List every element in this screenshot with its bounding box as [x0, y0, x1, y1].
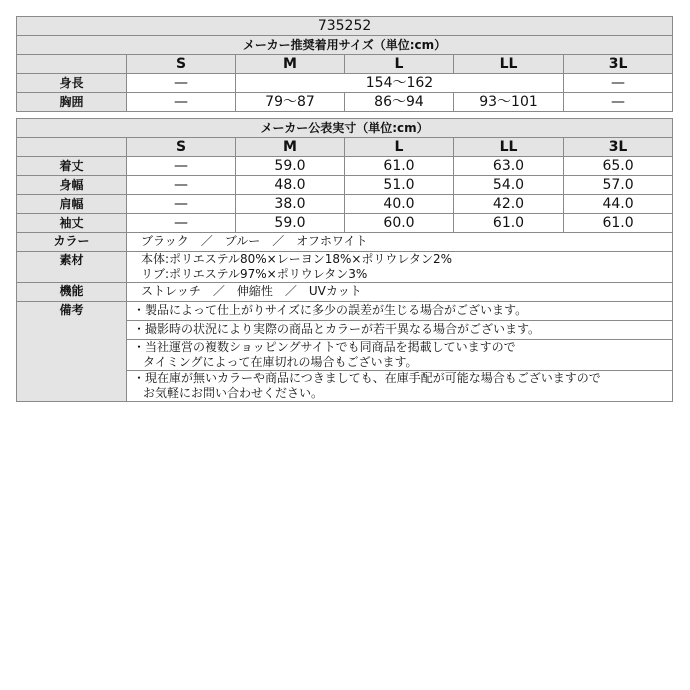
- size-header-s: S: [127, 138, 236, 157]
- row-label-sleeve-length: 袖丈: [17, 214, 127, 233]
- height-range: 154～162: [236, 74, 564, 93]
- table-cell: 65.0: [564, 157, 673, 176]
- height-3l: —: [564, 74, 673, 93]
- actual-size-table: [16, 118, 673, 233]
- size-header-ll: LL: [454, 138, 564, 157]
- size-header-l: L: [345, 138, 454, 157]
- table-row: [17, 233, 673, 252]
- table-cell: 57.0: [564, 176, 673, 195]
- material-value: [127, 252, 673, 283]
- size-header-m: M: [236, 55, 345, 74]
- note-3-line-2: タイミングによって在庫切れの場合もございます。: [143, 355, 418, 369]
- row-label-shoulder-width: 肩幅: [17, 195, 127, 214]
- material-body: 本体:ポリエステル80%×レーヨン18%×ポリウレタン2%: [141, 252, 452, 266]
- table-cell: 61.0: [454, 214, 564, 233]
- size-header-3l: 3L: [564, 138, 673, 157]
- table-cell: 42.0: [454, 195, 564, 214]
- size-header-3l: 3L: [564, 55, 673, 74]
- note-1: ・製品によって仕上がりサイズに多少の誤差が生じる場合がございます。: [127, 302, 673, 321]
- table-cell: 59.0: [236, 157, 345, 176]
- chest-m: 79～87: [236, 93, 345, 112]
- table-row: [17, 157, 673, 176]
- table-cell: —: [127, 176, 236, 195]
- table-row: [17, 176, 673, 195]
- recommended-size-table: [16, 16, 673, 112]
- table-cell: —: [127, 195, 236, 214]
- material-rib: リブ:ポリエステル97%×ポリウレタン3%: [141, 267, 368, 281]
- material-label: 素材: [17, 252, 127, 283]
- table-row: [17, 252, 673, 283]
- size-header-ll: LL: [454, 55, 564, 74]
- size-header-s: S: [127, 55, 236, 74]
- corner-cell: [17, 138, 127, 157]
- note-2: ・撮影時の状況により実際の商品とカラーが若干異なる場合がございます。: [127, 321, 673, 340]
- function-label: 機能: [17, 283, 127, 302]
- chest-ll: 93～101: [454, 93, 564, 112]
- row-label-height: 身長: [17, 74, 127, 93]
- table-cell: 51.0: [345, 176, 454, 195]
- product-detail-table: [16, 232, 673, 402]
- table-cell: 61.0: [564, 214, 673, 233]
- table-cell: 54.0: [454, 176, 564, 195]
- table-cell: 63.0: [454, 157, 564, 176]
- note-3-line-1: ・当社運営の複数ショッピングサイトでも同商品を掲載していますので: [133, 340, 516, 354]
- product-code: 735252: [17, 17, 673, 36]
- row-label-chest: 胸囲: [17, 93, 127, 112]
- actual-size-title: メーカー公表実寸（単位:cm）: [17, 119, 673, 138]
- notes-label: 備考: [17, 302, 127, 402]
- chest-s: —: [127, 93, 236, 112]
- height-s: —: [127, 74, 236, 93]
- color-label: カラー: [17, 233, 127, 252]
- table-cell: 48.0: [236, 176, 345, 195]
- note-3: [127, 340, 673, 371]
- table-cell: 60.0: [345, 214, 454, 233]
- table-cell: —: [127, 157, 236, 176]
- function-value: ストレッチ ／ 伸縮性 ／ UVカット: [127, 283, 673, 302]
- table-row: [17, 93, 673, 112]
- row-label-length: 着丈: [17, 157, 127, 176]
- corner-cell: [17, 55, 127, 74]
- table-cell: 44.0: [564, 195, 673, 214]
- note-4-line-2: お気軽にお問い合わせください。: [143, 386, 324, 400]
- table-row: [17, 283, 673, 302]
- chest-l: 86～94: [345, 93, 454, 112]
- table-row: [17, 302, 673, 321]
- table-cell: —: [127, 214, 236, 233]
- size-header-l: L: [345, 55, 454, 74]
- color-value: ブラック ／ ブルー ／ オフホワイト: [127, 233, 673, 252]
- chest-3l: —: [564, 93, 673, 112]
- table-cell: 40.0: [345, 195, 454, 214]
- table-cell: 61.0: [345, 157, 454, 176]
- table-cell: 38.0: [236, 195, 345, 214]
- table-row: [17, 214, 673, 233]
- table-row: [17, 74, 673, 93]
- note-4: [127, 371, 673, 402]
- recommended-size-title: メーカー推奨着用サイズ（単位:cm）: [17, 36, 673, 55]
- row-label-body-width: 身幅: [17, 176, 127, 195]
- table-cell: 59.0: [236, 214, 345, 233]
- note-4-line-1: ・現在庫が無いカラーや商品につきましても、在庫手配が可能な場合もございますので: [133, 371, 601, 385]
- size-header-m: M: [236, 138, 345, 157]
- table-row: [17, 195, 673, 214]
